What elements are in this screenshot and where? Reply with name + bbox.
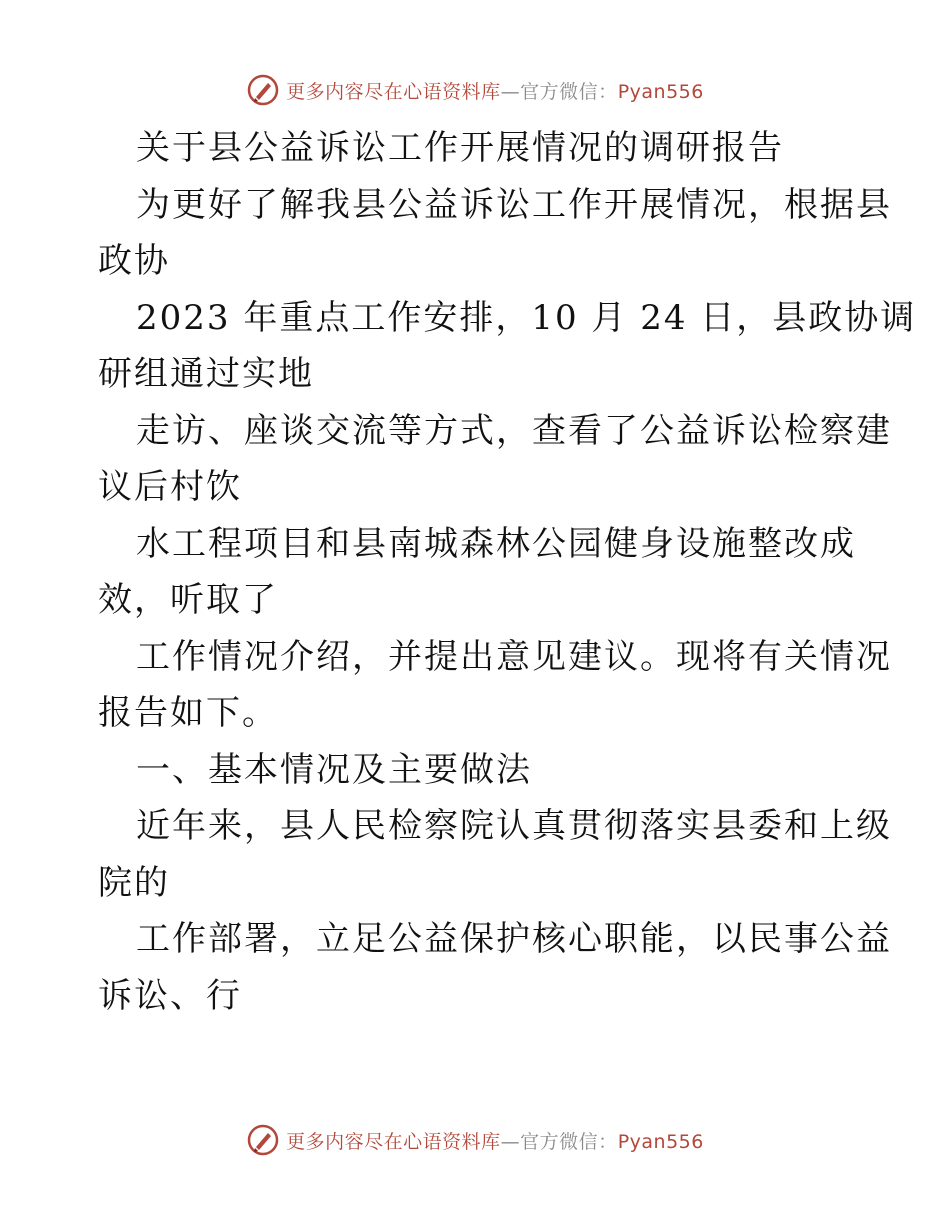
paragraph-line: 工作情况介绍，并提出意见建议。现将有关情况 xyxy=(136,636,892,677)
watermark-id: Pyan556 xyxy=(617,80,704,103)
footer-watermark xyxy=(0,1120,950,1160)
paragraph-line: 报告如下。 xyxy=(98,693,278,733)
paragraph-line: 2023 年重点工作安排，10 月 24 日，县政协调 xyxy=(136,297,917,338)
paragraph-line: 走访、座谈交流等方式，查看了公益诉讼检察建 xyxy=(136,410,892,451)
paragraph-line: 研组通过实地 xyxy=(98,354,314,394)
watermark-official: 官方微信： xyxy=(520,1130,618,1153)
paragraph-line: 院的 xyxy=(98,862,170,903)
header-watermark xyxy=(0,70,950,110)
watermark-source: 更多内容尽在心语资料库 xyxy=(286,80,501,103)
paragraph-line: 工作部署，立足公益保护核心职能，以民事公益 xyxy=(136,919,892,959)
watermark-text xyxy=(286,77,704,104)
watermark-id: Pyan556 xyxy=(617,1130,704,1153)
section-heading: 一、基本情况及主要做法 xyxy=(136,749,532,790)
watermark-dash: — xyxy=(500,1130,521,1153)
document-title: 关于县公益诉讼工作开展情况的调研报告 xyxy=(136,128,784,168)
paragraph-line: 议后村饮 xyxy=(98,467,242,507)
paragraph-line: 政协 xyxy=(98,241,170,281)
paragraph-line: 水工程项目和县南城森林公园健身设施整改成 xyxy=(136,523,856,564)
pen-circle-logo-icon xyxy=(246,73,280,107)
paragraph-line: 近年来，县人民检察院认真贯彻落实县委和上级 xyxy=(136,806,892,846)
watermark-text xyxy=(286,1127,704,1154)
pen-circle-logo-icon xyxy=(246,1123,280,1157)
paragraph-line: 效，听取了 xyxy=(98,580,278,620)
paragraph-line: 诉讼、行 xyxy=(98,975,242,1016)
watermark-dash: — xyxy=(500,80,521,103)
watermark-official: 官方微信： xyxy=(520,80,618,103)
document-body xyxy=(98,120,917,1024)
watermark-source: 更多内容尽在心语资料库 xyxy=(286,1130,501,1153)
paragraph-line: 为更好了解我县公益诉讼工作开展情况，根据县 xyxy=(136,184,892,225)
